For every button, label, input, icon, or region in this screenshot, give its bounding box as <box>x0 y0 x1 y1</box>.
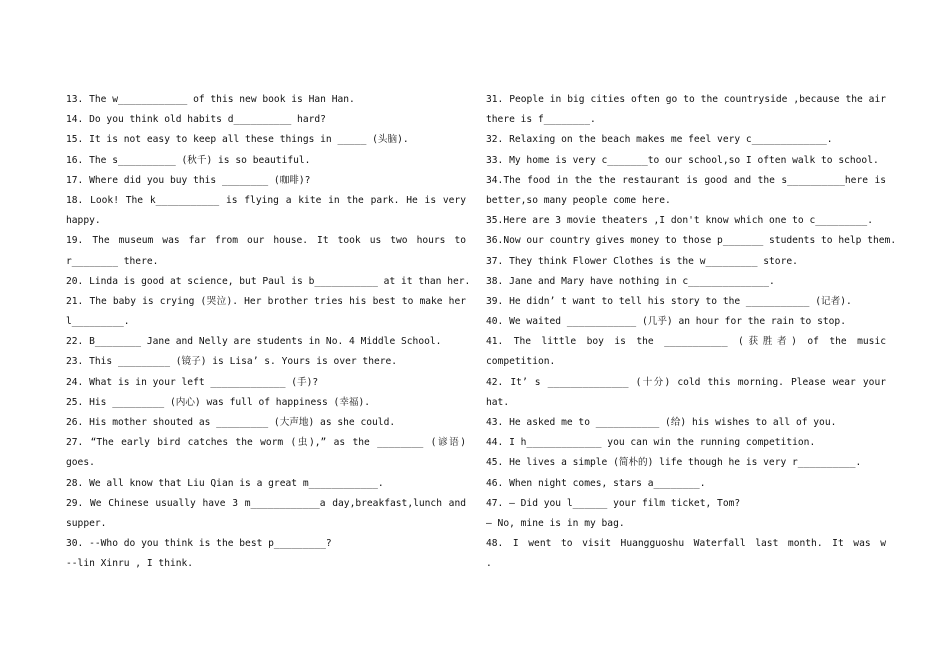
exercise-line: 30. --Who do you think is the best p_________? <box>66 538 332 550</box>
exercise-line: supper. <box>66 517 107 529</box>
exercise-line: . <box>486 558 492 570</box>
exercise-line: 38. Jane and Mary have nothing in c______________. <box>486 275 775 287</box>
exercise-line: 43. He asked me to ___________ (给) his wishes to all of you. <box>486 417 837 428</box>
exercise-line: 28. We all know that Liu Qian is a great m____________. <box>66 477 384 489</box>
exercise-line: 15. It is not easy to keep all these things in _____ (头脑). <box>66 134 409 146</box>
exercise-line: 44. I h_____________ you can win the running competition. <box>486 437 816 449</box>
exercise-line: 25. His _________ (内心) was full of happiness (幸福). <box>66 396 371 408</box>
exercise-line: 27. “The early bird catches the worm (虫),” as the ________ (谚语) <box>66 437 466 449</box>
exercise-line: happy. <box>66 215 101 227</box>
exercise-line: 46. When night comes, stars a________. <box>486 477 706 489</box>
exercise-line: 48. I went to visit Huangguoshu Waterfall last month. It was w <box>486 538 886 550</box>
exercise-line: 36.Now our country gives money to those p_______ students to help them. <box>486 235 897 247</box>
exercise-line: 20. Linda is good at science, but Paul is b___________ at it than her. <box>66 275 471 287</box>
exercise-line: 31. People in big cities often go to the countryside ,because the air <box>486 94 886 105</box>
exercise-line: 21. The baby is crying (哭泣). Her brother tries his best to make her <box>66 295 466 307</box>
exercise-line: better,so many people come here. <box>486 194 671 206</box>
exercise-line: 23. This _________ (镜子) is Lisa’ s. Yours is over there. <box>66 356 398 368</box>
exercise-line: 37. They think Flower Clothes is the w_________ store. <box>486 255 798 267</box>
left-column <box>66 90 471 575</box>
exercise-line: 32. Relaxing on the beach makes me feel very c_____________. <box>486 134 833 146</box>
exercise-line: — No, mine is in my bag. <box>486 517 625 529</box>
exercise-line: 19. The museum was far from our house. It took us two hours to <box>66 235 466 247</box>
exercise-line: goes. <box>66 457 95 469</box>
exercise-line: 35.Here are 3 movie theaters ,I don't know which one to c_________. <box>486 215 873 227</box>
exercise-line: 45. He lives a simple (简朴的) life though he is very r__________. <box>486 457 862 469</box>
exercise-line: 39. He didn’ t want to tell his story to the ___________ (记者). <box>486 295 852 307</box>
exercise-line: 29. We Chinese usually have 3 m____________a day,breakfast,lunch and <box>66 497 466 509</box>
exercise-line: 40. We waited ____________ (几乎) an hour for the rain to stop. <box>486 316 846 328</box>
exercise-line: 13. The w____________ of this new book is Han Han. <box>66 94 355 105</box>
exercise-line: 33. My home is very c_______to our school,so I often walk to school. <box>486 154 879 166</box>
exercise-line: 17. Where did you buy this ________ (咖啡)? <box>66 174 311 186</box>
exercise-line: l_________. <box>66 316 130 328</box>
exercise-line: 24. What is in your left _____________ (手)? <box>66 376 319 388</box>
exercise-line: r________ there. <box>66 255 159 267</box>
exercise-line: 34.The food in the the restaurant is good and the s__________here is <box>486 174 886 186</box>
exercise-line: 14. Do you think old habits d__________ hard? <box>66 114 326 126</box>
exercise-line: competition. <box>486 356 556 368</box>
exercise-line: 26. His mother shouted as _________ (大声地) as she could. <box>66 417 396 428</box>
exercise-line: 18. Look! The k___________ is flying a kite in the park. He is very <box>66 194 466 206</box>
exercise-line: --lin Xinru , I think. <box>66 558 194 570</box>
exercise-line: hat. <box>486 396 510 408</box>
exercise-line: 41. The little boy is the ___________ (获胜者) of the music <box>486 336 886 348</box>
exercise-line: 22. B________ Jane and Nelly are students in No. 4 Middle School. <box>66 336 442 348</box>
exercise-line: there is f________. <box>486 114 596 126</box>
right-column <box>486 90 897 575</box>
exercise-line: 47. — Did you l______ your film ticket, Tom? <box>486 497 741 509</box>
exercise-line: 42. It’ s ______________ (十分) cold this morning. Please wear your <box>486 376 886 388</box>
exercise-line: 16. The s__________ (秋千) is so beautiful. <box>66 154 311 166</box>
